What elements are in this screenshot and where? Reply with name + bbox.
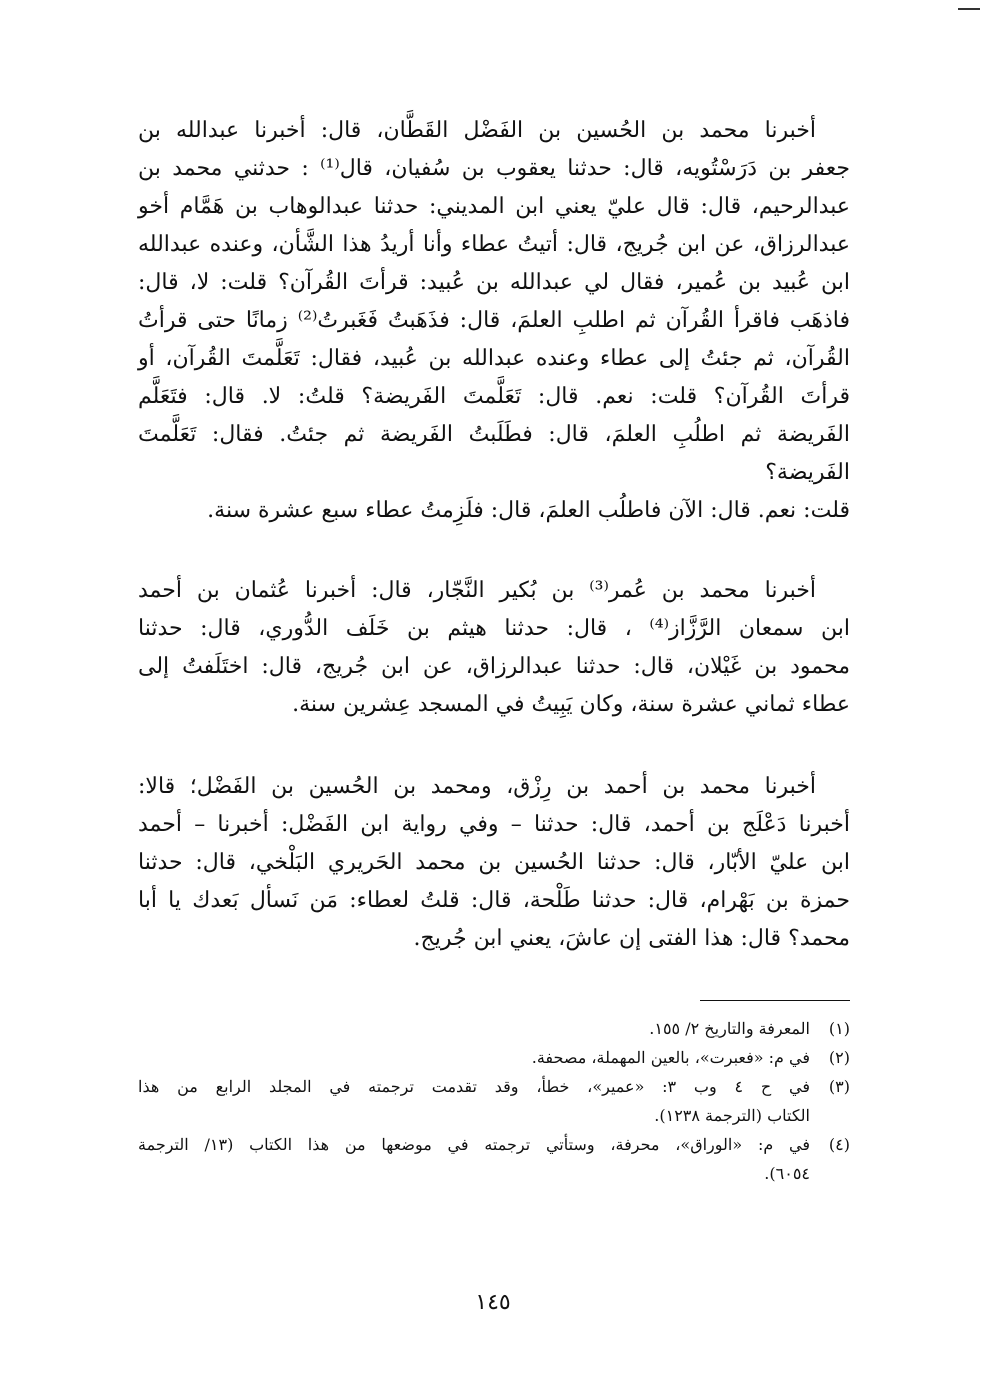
footnote-number: (٢): [828, 1048, 850, 1067]
text-line: عبدالرزاق، عن ابن جُريج، قال: أتيتُ عطاء وأنا أريدُ هذا الشَّأن، وعنده عبدالله: [138, 232, 850, 257]
footnote-text: [138, 1130, 810, 1188]
text-line: أخبرنا محمد بن أحمد بن رِزْق، ومحمد بن الحُسين بن الفَضْل؛ قالا:: [138, 774, 816, 799]
footnote-text: [138, 1014, 810, 1043]
footnote-number: (٤): [828, 1135, 850, 1154]
text-line: محمد؟ قال: هذا الفتى إن عاشَ، يعني ابن جُريج.: [413, 926, 850, 951]
text-line: أخبرنا محمد بن عُمر⁽³⁾ بن بُكير النَّجّار، قال: أخبرنا عُثمان بن أحمد: [138, 578, 816, 603]
text-line: أخبرنا محمد بن الحُسين بن الفَضْل القَطَّان، قال: أخبرنا عبدالله بن: [138, 118, 816, 143]
footnotes: [138, 1014, 850, 1188]
text-line: الفَريضة ثم اطلُبِ العلمَ، قال: فطَلَبتُ الفَريضة ثم جئتُ. فقال: تَعَلَّمتَ الفَريضة؟: [138, 422, 850, 485]
footnote-text: [138, 1043, 810, 1072]
text-line: محمود بن غَيْلان، قال: حدثنا عبدالرزاق، عن ابن جُريج، قال: اختَلَفتُ إلى: [138, 654, 850, 679]
text-line: ابن سمعان الرَّزَّاز⁽⁴⁾ ، قال: حدثنا هيثم بن خَلَف الدُّوري، قال: حدثنا: [138, 616, 850, 641]
text-line: جعفر بن دَرَسْتُويه، قال: حدثنا يعقوب بن سُفيان، قال⁽¹⁾ : حدثني محمد بن: [138, 156, 850, 181]
footnote-3: [138, 1072, 850, 1130]
footnote-line: في ح ٤ وب ٣: «عمير»، خطأ، وقد تقدمت ترجمته في المجلد الرابع من هذا: [138, 1077, 811, 1096]
footnote-line: ٦٠٥٤).: [764, 1164, 810, 1183]
footnote-4: [138, 1130, 850, 1188]
text-line: فاذهَب فاقرأ القُرآن ثم اطلبِ العلمَ، قال: فذَهَبتُ فَغَبرتُ⁽²⁾ زمانًا حتى قرأتُ: [138, 308, 850, 333]
text-line: عبدالرحيم، قال: قال عليّ يعني ابن المديني: حدثنا عبدالوهاب بن هَمَّام أخو: [138, 194, 850, 219]
footnote-line: في م: «الوراق»، محرفة، وستأتي ترجمته في موضعها من هذا الكتاب (١٣/ الترجمة: [138, 1135, 811, 1154]
text-line: قلت: نعم. قال: الآن فاطلُب العلمَ، قال: فلَزِمتُ عطاء سبع عشرة سنة.: [207, 498, 850, 523]
text-line: ابن عليّ الأبّار، قال: حدثنا الحُسين بن محمد الحَريري البَلْخي، قال: حدثنا: [138, 850, 851, 875]
text-line: قرأتَ القُرآن؟ قلت: نعم. قال: تَعَلَّمتَ الفَريضة؟ قلتُ: لا. قال: فتَعَلَّم: [138, 384, 850, 409]
footnote-number: (١): [828, 1019, 850, 1038]
footnote-line: الكتاب (الترجمة ١٢٣٨).: [654, 1106, 810, 1125]
footnote-line: في م: «فعبرت»، بالعين المهملة، مصحفة.: [531, 1048, 810, 1067]
paragraph-1: [138, 112, 850, 530]
corner-mark: [958, 8, 980, 10]
footnote-text: [138, 1072, 810, 1130]
page-number: ١٤٥: [475, 1290, 511, 1315]
text-line: القُرآن، ثم جئتُ إلى عطاء وعنده عبدالله بن عُبيد، فقال: تَعَلَّمتَ القُرآن، أو: [138, 346, 850, 371]
paragraph-3: [138, 768, 850, 958]
footnote-separator: [700, 1000, 850, 1001]
footnote-line: المعرفة والتاريخ ٢/ ١٥٥.: [649, 1019, 810, 1038]
text-line: عطاء ثماني عشرة سنة، وكان يَبِيتُ في المسجد عِشرين سنة.: [292, 692, 850, 717]
footnote-2: [138, 1043, 850, 1072]
paragraph-2: [138, 572, 850, 724]
footnote-number: (٣): [828, 1077, 850, 1096]
text-line: أخبرنا دَعْلَج بن أحمد، قال: حدثنا – وفي رواية ابن الفَضْل: أخبرنا – أحمد: [138, 812, 850, 837]
text-line: حمزة بن بَهْرام، قال: حدثنا طَلْحة، قال: قلتُ لعطاء: مَن نَسأل بَعدك يا أبا: [138, 888, 850, 913]
footnote-1: [138, 1014, 850, 1043]
text-line: ابن عُبيد بن عُمير، فقال لي عبدالله بن عُبيد: قرأتَ القُرآن؟ قلت: لا، قال:: [138, 270, 850, 295]
